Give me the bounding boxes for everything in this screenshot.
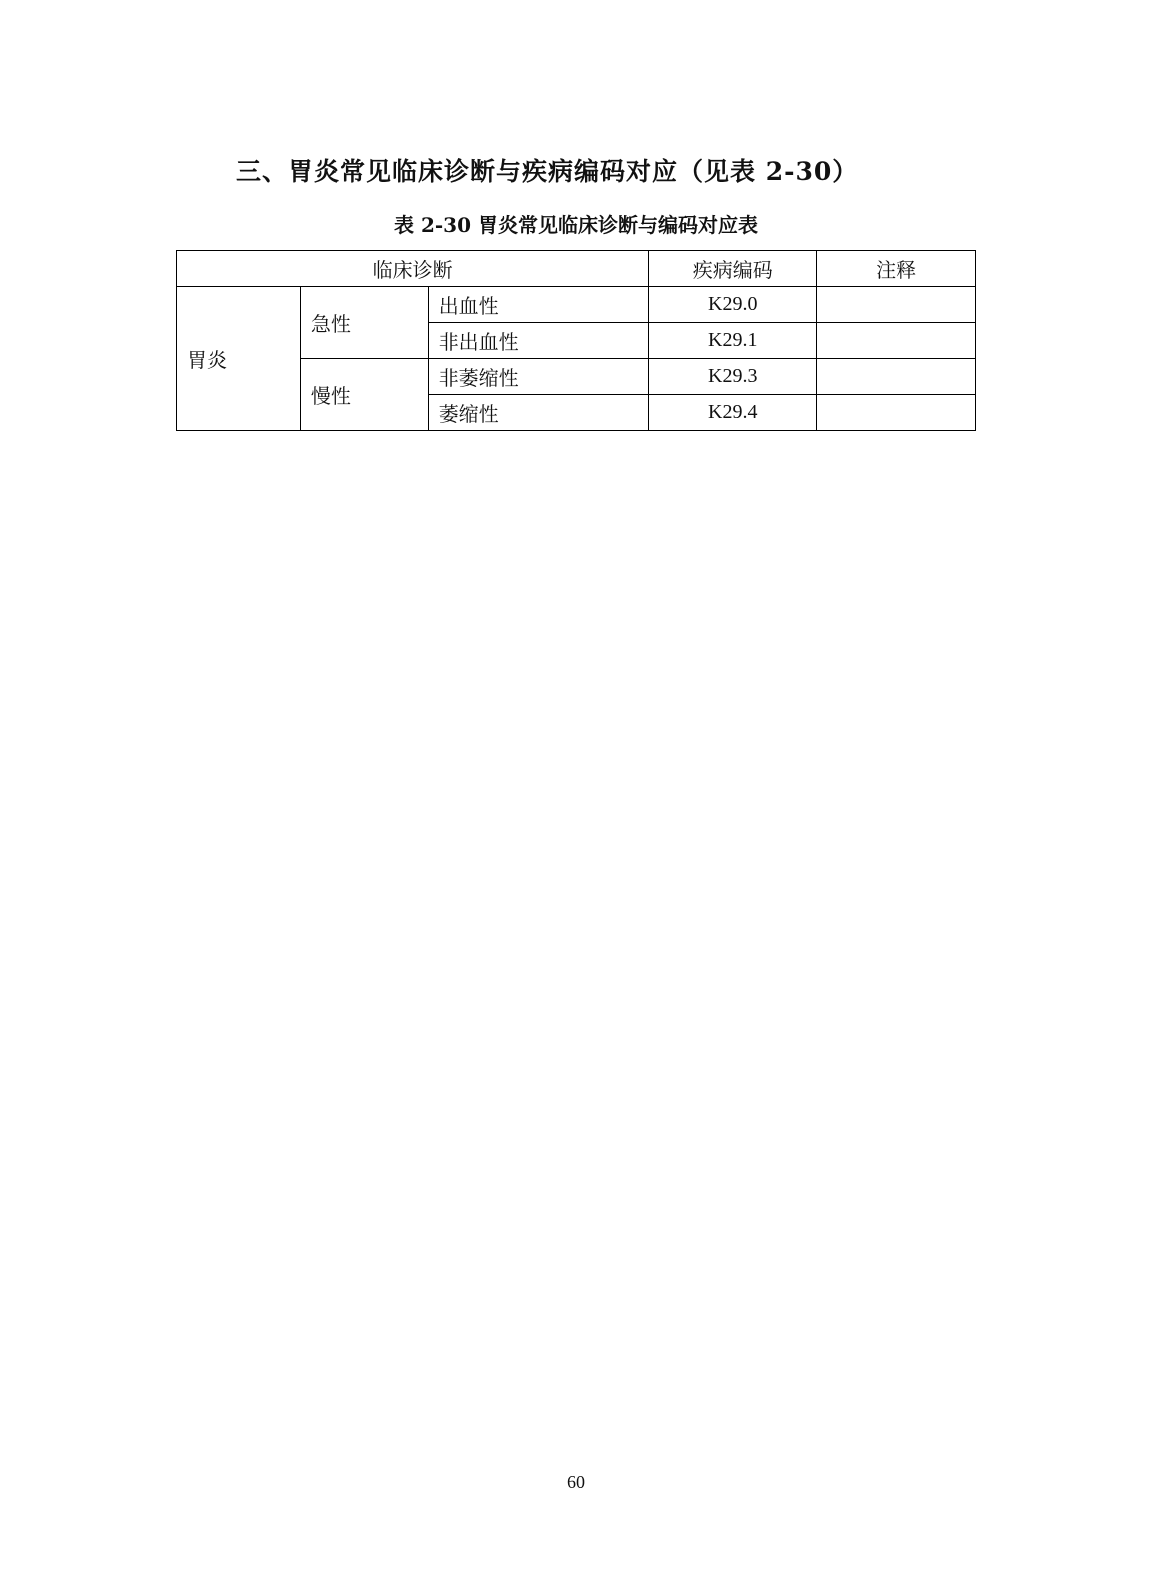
header-diagnosis: 临床诊断 bbox=[177, 251, 649, 287]
disease-cell: 胃炎 bbox=[177, 287, 301, 431]
header-note: 注释 bbox=[817, 251, 976, 287]
table-header-row bbox=[177, 251, 976, 287]
subtype-cell: 非出血性 bbox=[428, 323, 649, 359]
note-cell bbox=[817, 287, 976, 323]
note-cell bbox=[817, 323, 976, 359]
diagnosis-code-table bbox=[176, 250, 976, 431]
section-heading: 三、胃炎常见临床诊断与疾病编码对应（见表 2-30） bbox=[236, 157, 859, 186]
note-cell bbox=[817, 395, 976, 431]
type-cell-acute: 急性 bbox=[300, 287, 428, 359]
subtype-cell: 出血性 bbox=[428, 287, 649, 323]
code-cell: K29.4 bbox=[649, 395, 817, 431]
type-cell-chronic: 慢性 bbox=[300, 359, 428, 431]
table-caption: 表 2-30 胃炎常见临床诊断与编码对应表 bbox=[394, 213, 758, 237]
page-number: 60 bbox=[567, 1472, 585, 1492]
code-cell: K29.3 bbox=[649, 359, 817, 395]
table-row bbox=[177, 287, 976, 323]
note-cell bbox=[817, 359, 976, 395]
subtype-cell: 非萎缩性 bbox=[428, 359, 649, 395]
code-cell: K29.1 bbox=[649, 323, 817, 359]
header-code: 疾病编码 bbox=[649, 251, 817, 287]
code-cell: K29.0 bbox=[649, 287, 817, 323]
subtype-cell: 萎缩性 bbox=[428, 395, 649, 431]
